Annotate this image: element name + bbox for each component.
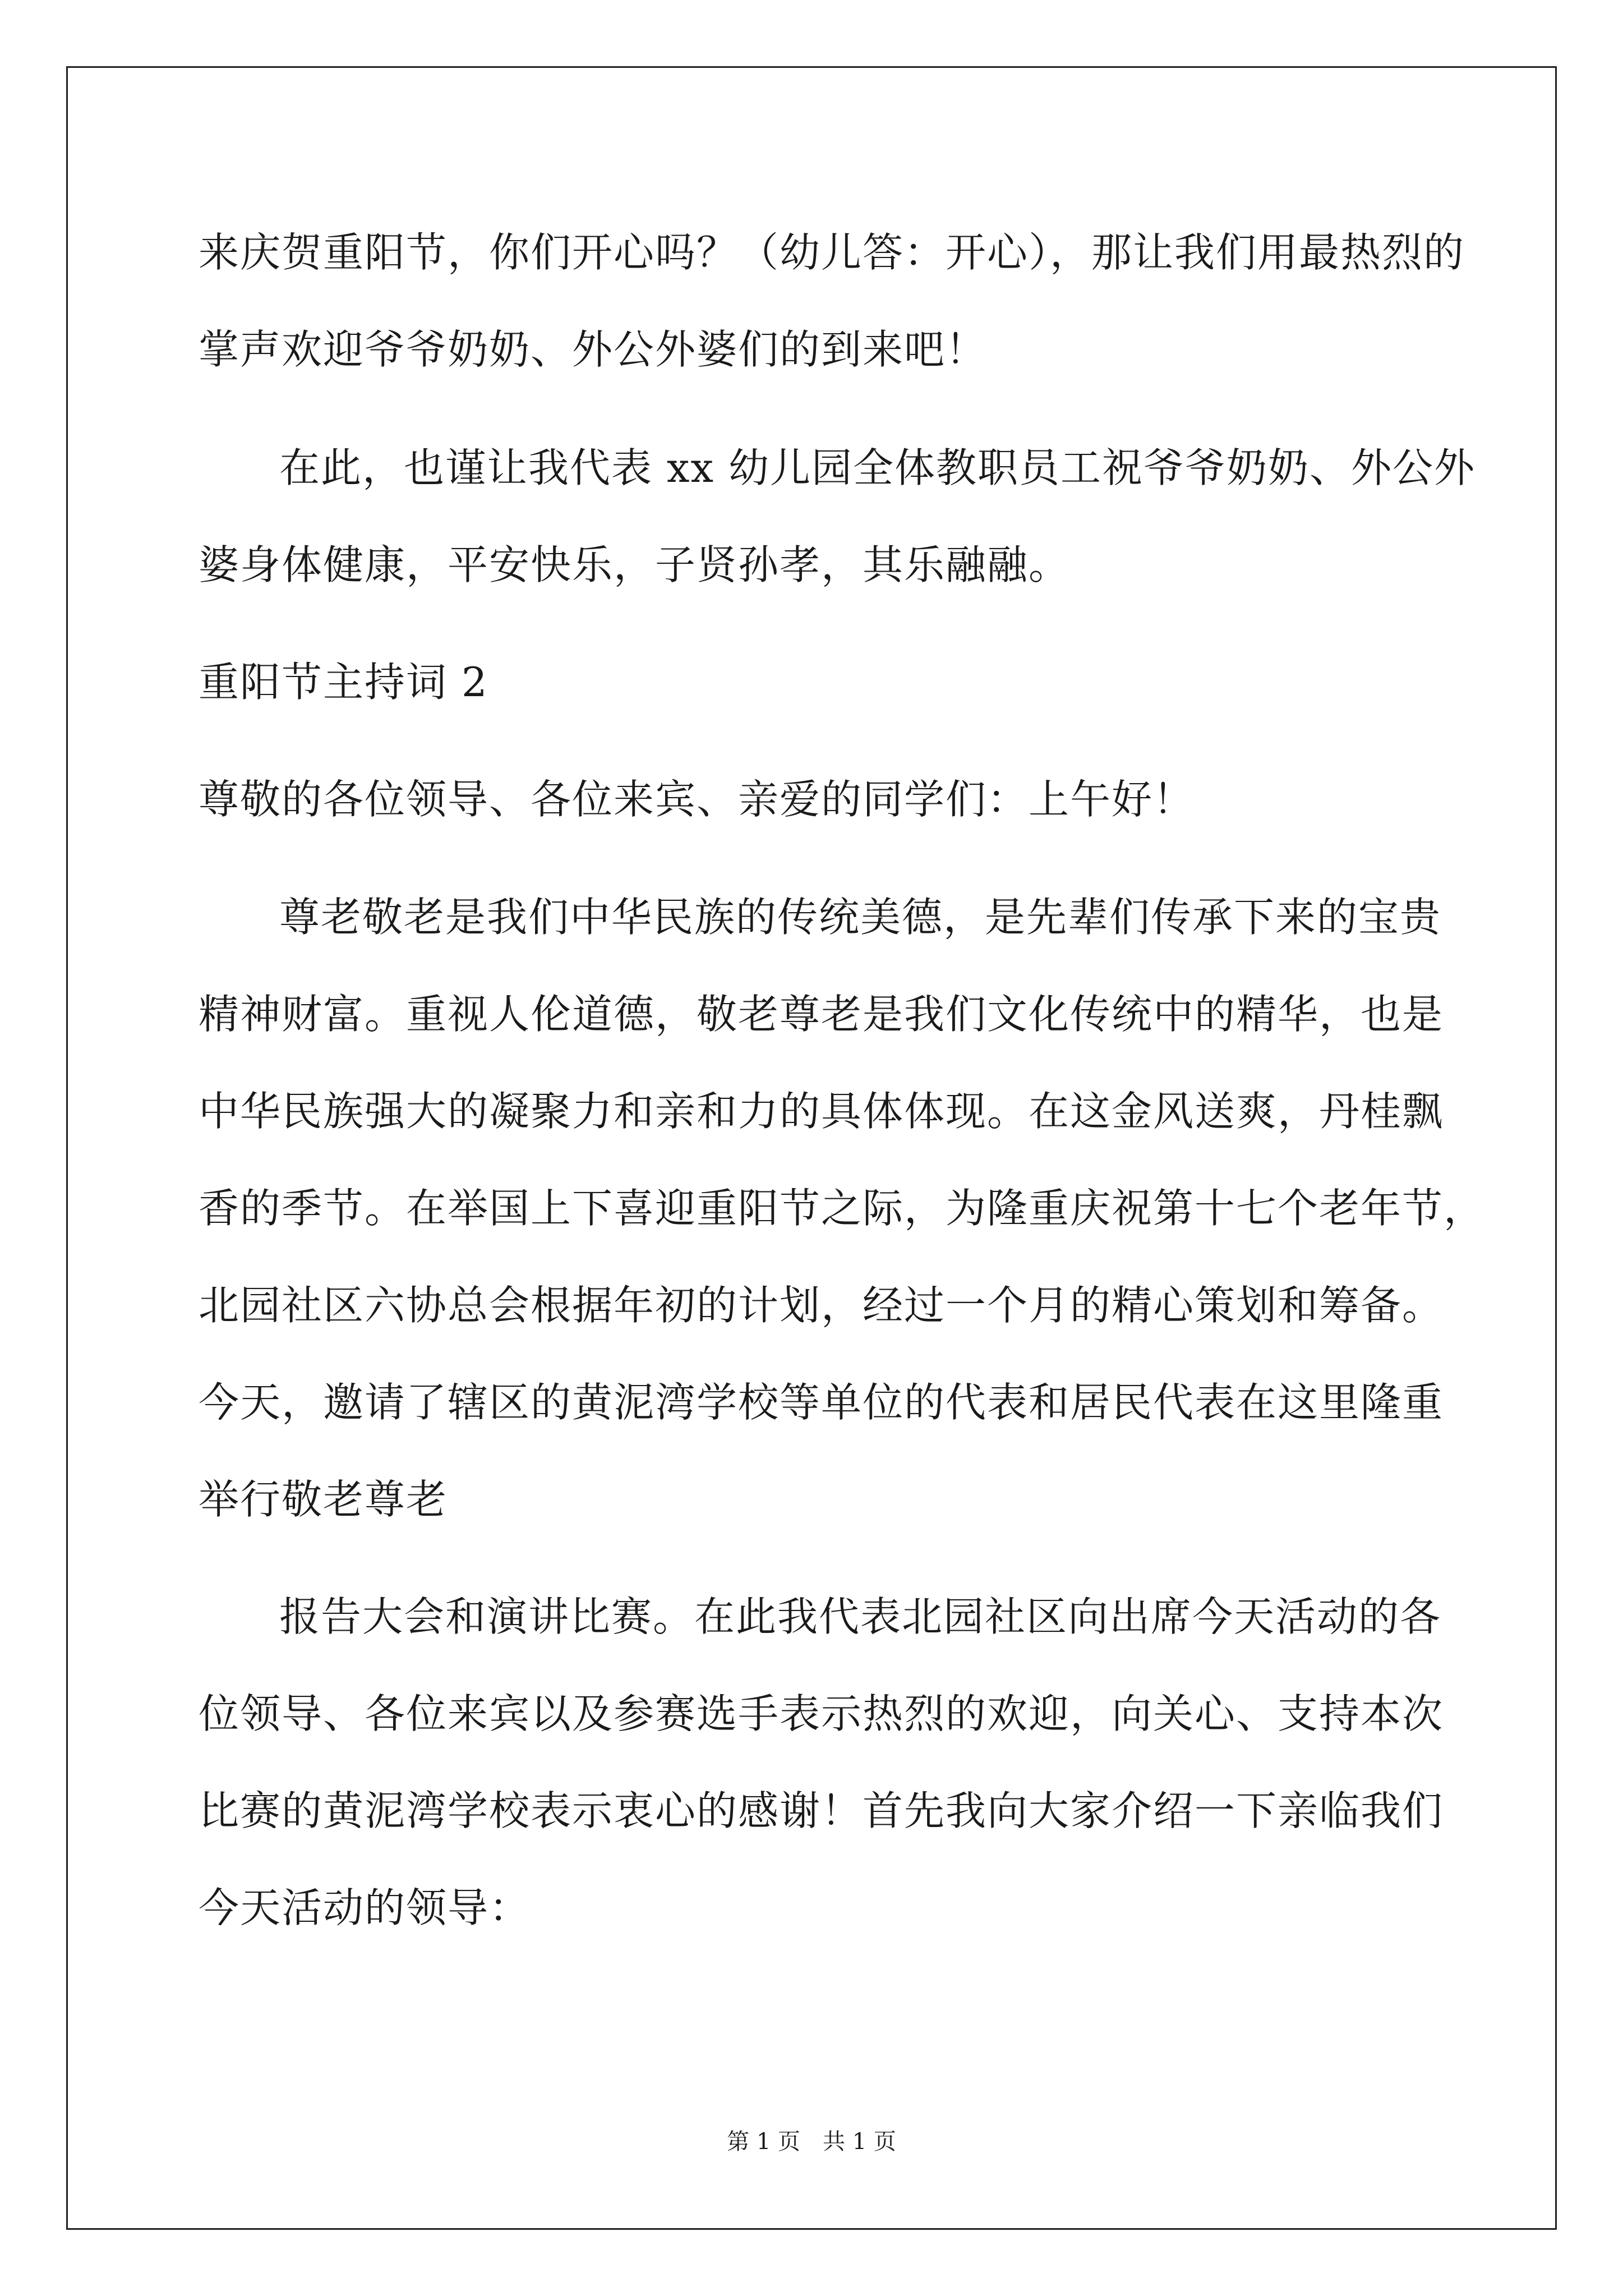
text-line: 中华民族强大的凝聚力和亲和力的具体体现。在这金风送爽，丹桂飘 [199,1088,1444,1135]
text-line: 北园社区六协总会根据年初的计划，经过一个月的精心策划和筹备。 [199,1282,1444,1329]
text-line: 今天活动的领导： [199,1884,531,1931]
text-line: 精神财富。重视人伦道德，敬老尊老是我们文化传统中的精华，也是 [199,991,1444,1038]
text-line: 举行敬老尊老 [199,1476,448,1523]
paragraph-first-line: 在此，也谨让我代表 xx 幼儿园全体教职员工祝爷爷奶奶、外公外 [279,444,1476,491]
text-line: 位领导、各位来宾以及参赛选手表示热烈的欢迎，向关心、支持本次 [199,1690,1444,1737]
text-line: 掌声欢迎爷爷奶奶、外公外婆们的到来吧！ [199,326,988,373]
text-line: 来庆贺重阳节，你们开心吗？（幼儿答：开心），那让我们用最热烈的 [199,229,1465,276]
paragraph-first-line: 尊老敬老是我们中华民族的传统美德，是先辈们传承下来的宝贵 [279,894,1442,941]
text-line: 婆身体健康，平安快乐，子贤孙孝，其乐融融。 [199,541,1071,588]
text-line: 比赛的黄泥湾学校表示衷心的感谢！首先我向大家介绍一下亲临我们 [199,1787,1444,1834]
salutation-line: 尊敬的各位领导、各位来宾、亲爱的同学们：上午好！ [199,776,1195,823]
page-number-footer: 第 1 页 共 1 页 [727,2129,896,2155]
paragraph-first-line: 报告大会和演讲比赛。在此我代表北园社区向出席今天活动的各 [279,1593,1442,1640]
text-line: 香的季节。在举国上下喜迎重阳节之际，为隆重庆祝第十七个老年节， [199,1185,1486,1232]
section-heading: 重阳节主持词 2 [199,659,488,706]
text-line: 今天，邀请了辖区的黄泥湾学校等单位的代表和居民代表在这里隆重 [199,1379,1444,1426]
